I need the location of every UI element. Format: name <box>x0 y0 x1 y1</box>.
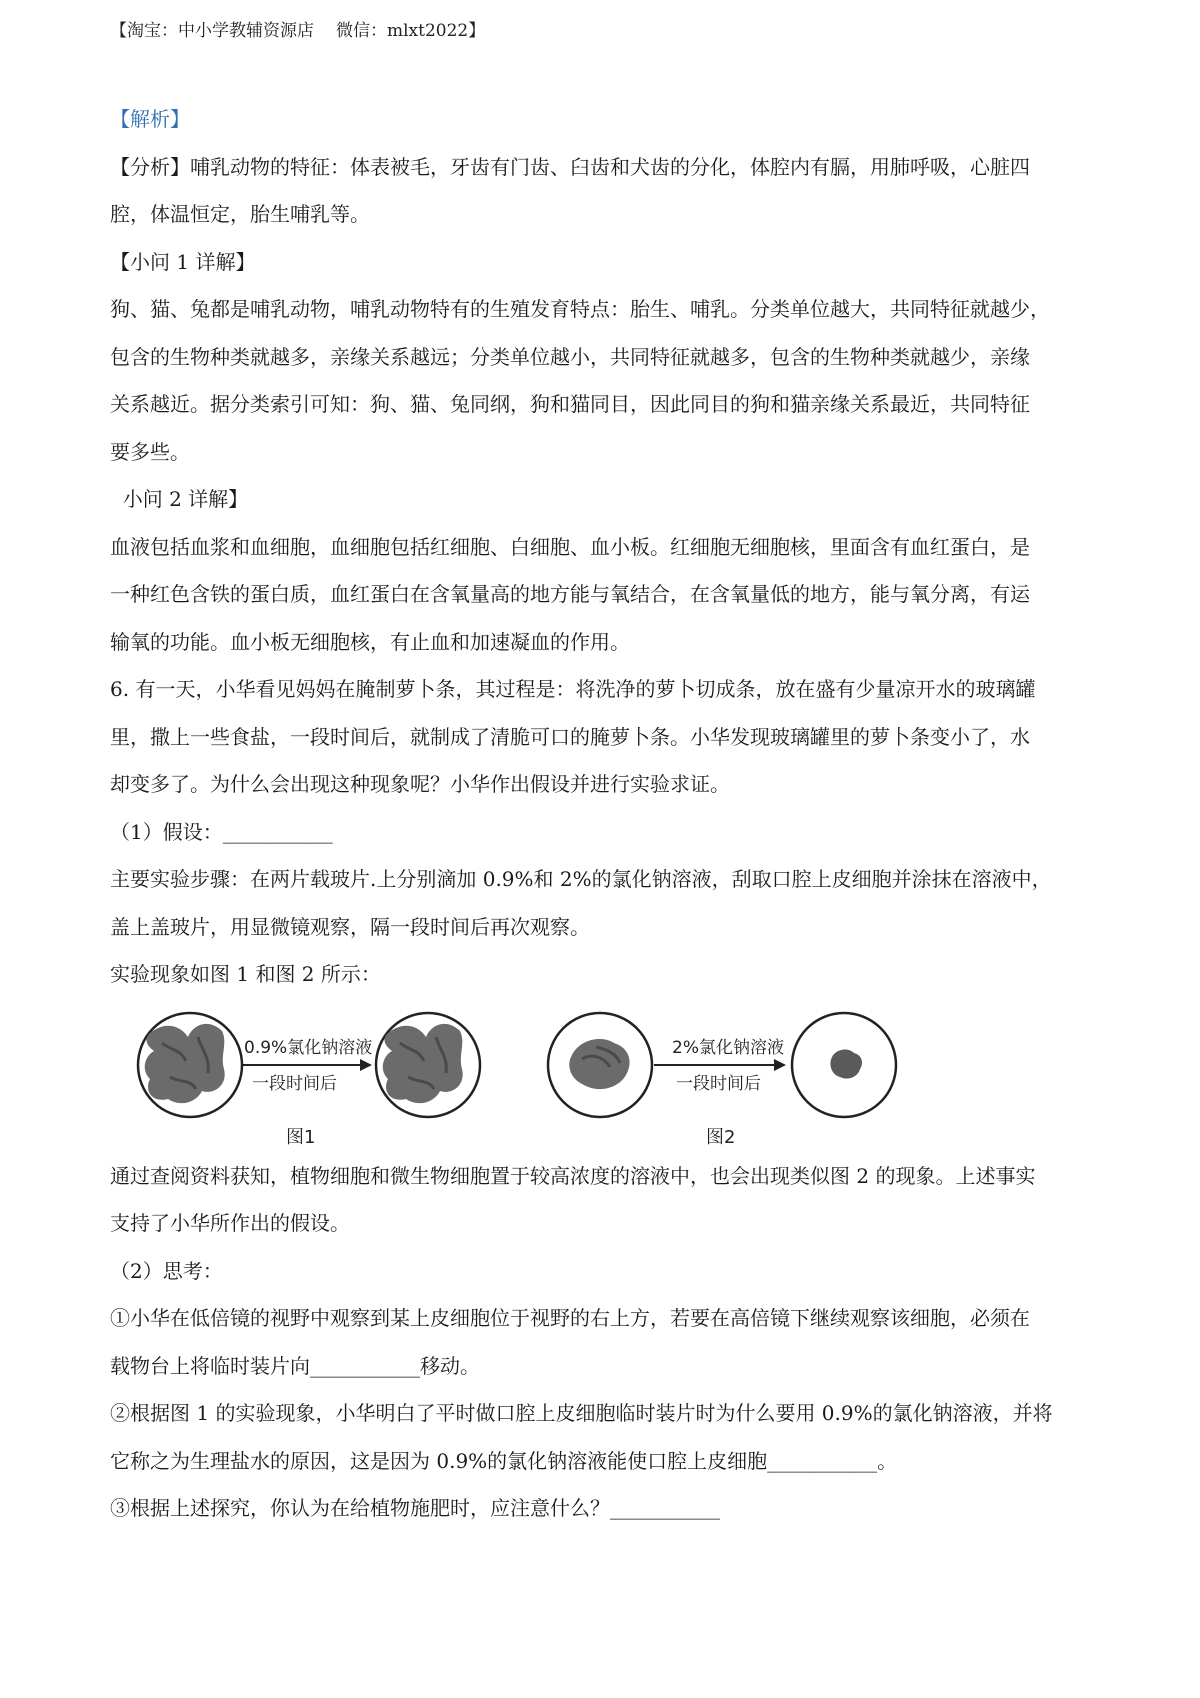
q1-line: 包含的生物种类就越多，亲缘关系越远；分类单位越小，共同特征就越多，包含的生物种类就越少，亲缘 <box>110 344 1030 369</box>
q1-heading: 【小问 1 详解】 <box>110 249 256 274</box>
question6-line: 6. 有一天，小华看见妈妈在腌制萝卜条，其过程是：将洗净的萝卜切成条，放在盛有少量凉开水的玻璃罐 <box>110 677 1036 701</box>
question6-line: 里，撒上一些食盐，一段时间后，就制成了清脆可口的腌萝卜条。小华发现玻璃罐里的萝卜条变小了，水 <box>110 724 1030 749</box>
analysis-line: 腔，体温恒定，胎生哺乳等。 <box>110 202 370 226</box>
fig2-arrow-label: 2%氯化钠溶液 <box>672 1037 784 1058</box>
fig1-caption: 图1 <box>286 1126 316 1148</box>
fig2-caption: 图2 <box>706 1126 736 1148</box>
sub2-line: ②根据图 1 的实验现象，小华明白了平时做口腔上皮细胞临时装片时为什么要用 0.9%的氯化钠溶液，并将 <box>110 1401 1053 1425</box>
sub3-line: ③根据上述探究，你认为在给植物施肥时，应注意什么？___________ <box>110 1496 720 1520</box>
question6-line: 却变多了。为什么会出现这种现象呢？小华作出假设并进行实验求证。 <box>110 772 730 796</box>
q2-line: 一种红色含铁的蛋白质，血红蛋白在含氧量高的地方能与氧结合，在含氧量低的地方，能与氧分离，有运 <box>110 582 1030 606</box>
page-header <box>110 16 485 41</box>
section-title: 【解析】 <box>110 107 190 131</box>
fig1-time-label: 一段时间后 <box>252 1073 337 1094</box>
fig1-arrow-label: 0.9%氯化钠溶液 <box>244 1037 373 1058</box>
header-shop: 【淘宝：中小学教辅资源店 <box>110 21 314 41</box>
sub1-line: 载物台上将临时装片向___________移动。 <box>110 1353 480 1378</box>
q1-line: 关系越近。据分类索引可知：狗、猫、兔同纲，狗和猫同目，因此同目的狗和猫亲缘关系最近，共同特征 <box>110 392 1030 416</box>
q2-heading: 小问 2 详解】 <box>110 487 249 511</box>
document-body <box>110 96 1100 1533</box>
header-wechat: 微信：mlxt2022】 <box>336 21 486 41</box>
steps-line: 主要实验步骤：在两片载玻片.上分别滴加 0.9%和 2%的氯化钠溶液，刮取口腔上皮细胞并涂抹在溶液中， <box>110 867 1052 891</box>
experiment-figure <box>110 1003 1100 1153</box>
phenomenon-line: 实验现象如图 1 和图 2 所示： <box>110 962 381 986</box>
sub2-line: 它称之为生理盐水的原因，这是因为 0.9%的氯化钠溶液能使口腔上皮细胞___________。 <box>110 1448 898 1473</box>
analysis-line: 【分析】哺乳动物的特征：体表被毛，牙齿有门齿、臼齿和犬齿的分化，体腔内有膈，用肺呼吸，心脏四 <box>110 154 1030 179</box>
q2-line: 输氧的功能。血小板无细胞核，有止血和加速凝血的作用。 <box>110 629 630 654</box>
fig2-time-label: 一段时间后 <box>676 1073 761 1094</box>
sub1-line: ①小华在低倍镜的视野中观察到某上皮细胞位于视野的右上方，若要在高倍镜下继续观察该细胞，必须在 <box>110 1306 1030 1330</box>
fig1-arrowhead <box>360 1059 372 1071</box>
hypothesis-line: （1）假设：___________ <box>110 819 333 844</box>
experiment-figure-svg <box>110 1003 1100 1153</box>
q1-line: 要多些。 <box>110 439 190 464</box>
after-figure-line: 通过查阅资料获知，植物细胞和微生物细胞置于较高浓度的溶液中，也会出现类似图 2 的现象。上述事实 <box>110 1163 1036 1188</box>
think-heading: （2）思考： <box>110 1258 223 1283</box>
fig2-arrowhead <box>774 1059 786 1071</box>
steps-line: 盖上盖玻片，用显微镜观察，隔一段时间后再次观察。 <box>110 914 590 939</box>
q2-line: 血液包括血浆和血细胞，血细胞包括红细胞、白细胞、血小板。红细胞无细胞核，里面含有血红蛋白，是 <box>110 534 1030 559</box>
q1-line: 狗、猫、兔都是哺乳动物，哺乳动物特有的生殖发育特点：胎生、哺乳。分类单位越大，共同特征就越少， <box>110 297 1050 321</box>
after-figure-line: 支持了小华所作出的假设。 <box>110 1211 350 1235</box>
